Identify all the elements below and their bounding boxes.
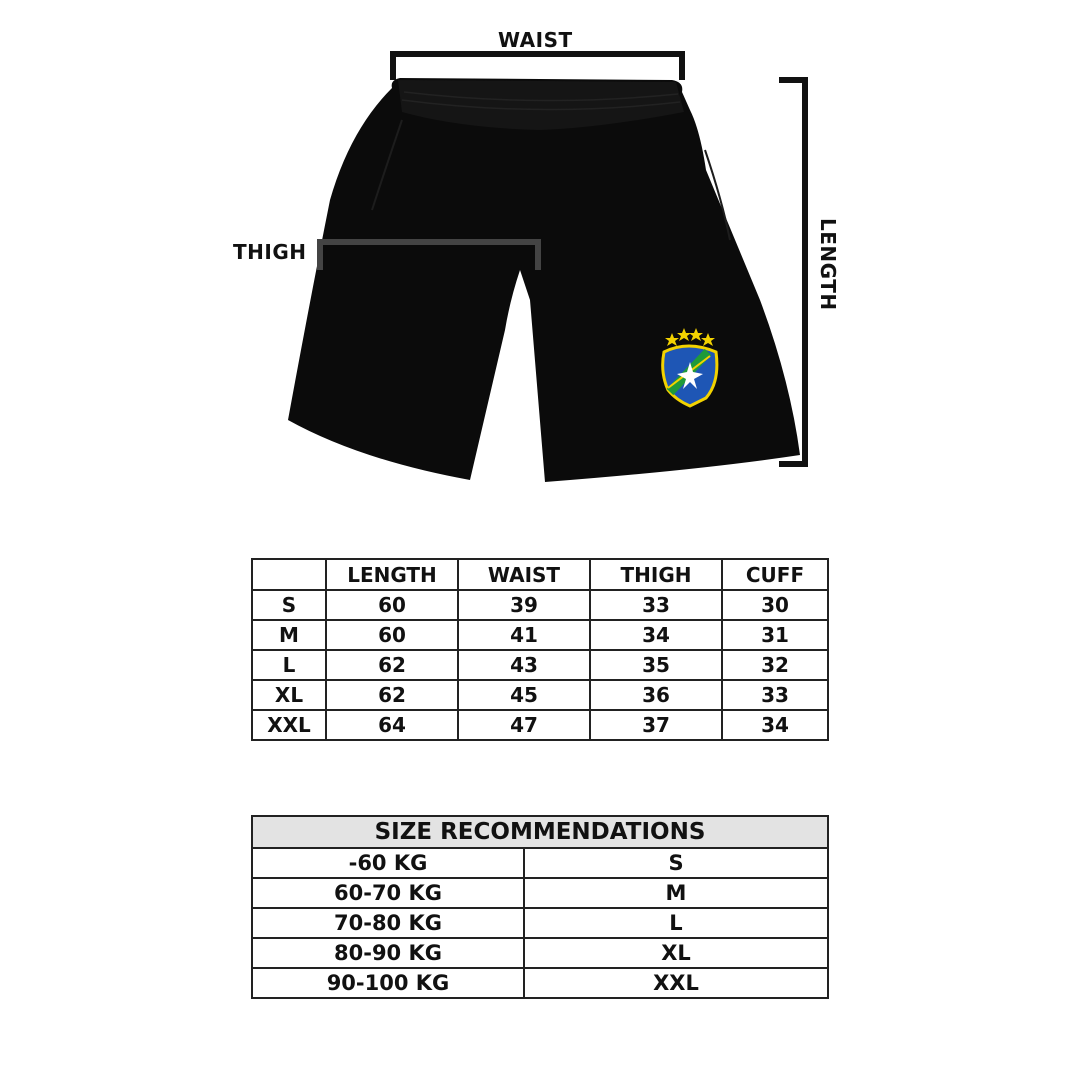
thigh-cell: 33 (590, 590, 722, 620)
waist-cell: 47 (458, 710, 590, 740)
length-cell: 62 (326, 650, 458, 680)
waist-bracket (393, 54, 682, 80)
weight-cell: 70-80 KG (252, 908, 524, 938)
weight-cell: -60 KG (252, 848, 524, 878)
table-row (252, 620, 828, 650)
weight-cell: 60-70 KG (252, 878, 524, 908)
waist-cell: 39 (458, 590, 590, 620)
length-cell: 62 (326, 680, 458, 710)
table-row (252, 680, 828, 710)
table-row (252, 968, 828, 998)
recommended-size-cell: XXL (524, 968, 828, 998)
thigh-cell: 34 (590, 620, 722, 650)
table-row (252, 650, 828, 680)
weight-cell: 90-100 KG (252, 968, 524, 998)
cuff-cell: 34 (722, 710, 828, 740)
header-corner-cell (252, 559, 326, 590)
table-row (252, 848, 828, 878)
header-length: LENGTH (326, 559, 458, 590)
recommendations-title: SIZE RECOMMENDATIONS (252, 816, 828, 848)
length-cell: 60 (326, 590, 458, 620)
shorts-diagram (0, 0, 1080, 520)
size-cell: XXL (252, 710, 326, 740)
table-row (252, 590, 828, 620)
recommended-size-cell: L (524, 908, 828, 938)
size-recommendations-table (251, 815, 829, 999)
recommended-size-cell: M (524, 878, 828, 908)
size-cell: L (252, 650, 326, 680)
header-waist: WAIST (458, 559, 590, 590)
waist-cell: 45 (458, 680, 590, 710)
waist-cell: 43 (458, 650, 590, 680)
thigh-cell: 36 (590, 680, 722, 710)
cuff-cell: 33 (722, 680, 828, 710)
table-row (252, 908, 828, 938)
size-cell: M (252, 620, 326, 650)
length-cell: 60 (326, 620, 458, 650)
length-label: LENGTH (816, 218, 840, 311)
shorts-illustration (288, 78, 800, 482)
size-cell: S (252, 590, 326, 620)
recommended-size-cell: XL (524, 938, 828, 968)
table-row (252, 938, 828, 968)
size-cell: XL (252, 680, 326, 710)
header-cuff: CUFF (722, 559, 828, 590)
weight-cell: 80-90 KG (252, 938, 524, 968)
table-row (252, 878, 828, 908)
cuff-cell: 30 (722, 590, 828, 620)
size-chart-table (251, 558, 829, 741)
cuff-cell: 31 (722, 620, 828, 650)
recommendations-header-row (252, 816, 828, 848)
waist-label: WAIST (498, 28, 573, 52)
cuff-cell: 32 (722, 650, 828, 680)
table-row (252, 710, 828, 740)
table-header-row (252, 559, 828, 590)
waist-cell: 41 (458, 620, 590, 650)
length-cell: 64 (326, 710, 458, 740)
header-thigh: THIGH (590, 559, 722, 590)
recommended-size-cell: S (524, 848, 828, 878)
thigh-cell: 37 (590, 710, 722, 740)
thigh-cell: 35 (590, 650, 722, 680)
thigh-label: THIGH (233, 240, 307, 264)
